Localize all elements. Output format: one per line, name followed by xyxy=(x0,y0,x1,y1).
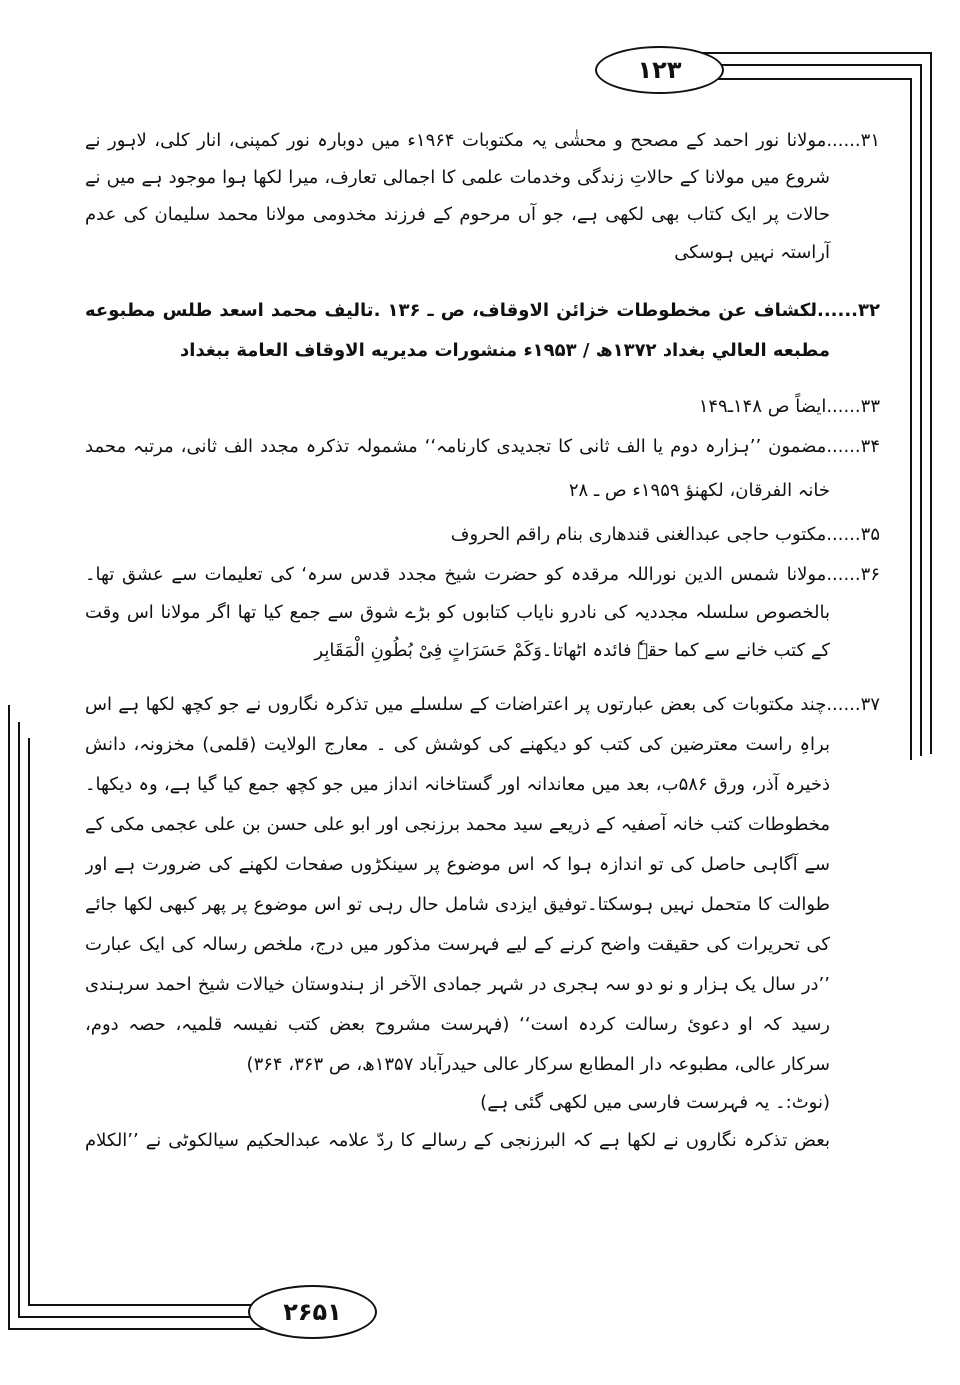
note-37-line-last: بعض تذکرہ نگاروں نے لکھا ہے کہ البرزنجی کے رسالے کا ردّ علامہ عبدالحکیم سیالکوٹی نے ’’الکلام xyxy=(85,1130,830,1151)
note-31-line-3: حالات پر ایک کتاب بھی لکھی ہے، جو آں مرحوم کے فرزند مخدومی مولانا محمد سلیمان کی عدم xyxy=(85,204,830,225)
note-37-line-4: مخطوطات کتب خانہ آصفیہ کے ذریعے سید محمد برزنجی اور ابو علی حسن بن علی عجمی مکی کے xyxy=(85,814,830,835)
note-31-line-2: شروع میں مولانا کے حالاتِ زندگی وخدمات علمی کا اجمالی تعارف، میرا لکھا ہوا موجود ہے میں نے xyxy=(85,167,830,188)
note-36-line-3: کے کتب خانے سے کما حقہٗ فائدہ اٹھاتا۔وَکَمْ حَسَرَاتٍ فِیْ بُطُونِ الْمَقَابِر xyxy=(314,640,830,661)
note-33-line-1: ۳۳......ایضاً ص ۱۴۸ـ۱۴۹ xyxy=(698,396,880,417)
note-35-line-1: ۳۵......مکتوب حاجی عبدالغنی قندھاری بنام راقم الحروف xyxy=(450,524,880,545)
note-37-line-3: ذخیرہ آذر، ورق ۵۸۶ب، بعد میں معاندانہ اور گستاخانہ انداز میں جو کچھ جمع کیا گیا ہے، وہ دیکھا۔ xyxy=(85,774,830,795)
note-37-line-2: براہِ راست معترضین کی کتب کو دیکھنے کی کوشش کی ۔ معارج الولایت (قلمی) مخزونہ، دانش xyxy=(85,734,830,755)
note-32-line-1: ۳۲......لکشاف عن مخطوطات خزائن الاوقاف، ص ـ ۱۳۶ .تالیف محمد اسعد طلس مطبوعه xyxy=(85,300,880,321)
footer-page-number: ۲۶۵۱ xyxy=(248,1285,377,1339)
note-31-line-4: آراستہ نہیں ہوسکی xyxy=(674,242,830,263)
note-36-line-1: ۳۶......مولانا شمس الدین نوراللہ مرقدہ کو حضرت شیخ مجدد قدس سرہ‘ کی تعلیمات سے عشق تھا۔ xyxy=(85,564,880,585)
note-37-line-1: ۳۷......چند مکتوبات کی بعض عبارتوں پر اعتراضات کے سلسلے میں تذکرہ نگاروں نے جو کچھ لکھا ہے اس xyxy=(85,694,880,715)
note-34-line-1: ۳۴......مضمون ’’ہزارہ دوم یا الف ثانی کا تجدیدی کارنامہ‘‘ مشمولہ تذکرہ مجدد الف ثانی، مرتبہ محمد xyxy=(85,436,880,457)
note-37-citation: سرکار عالی، مطبوعہ دار المطابع سرکار عالی حیدرآباد ۱۳۵۷ھ، ص ۳۶۳، ۳۶۴) xyxy=(246,1054,830,1075)
note-31-line-1: ۳۱......مولانا نور احمد کے مصحح و محشٰی یہ مکتوبات ۱۹۶۴ء میں دوبارہ نور کمپنی، انار کلی، لاہور نے xyxy=(85,130,880,151)
note-36-line-2: بالخصوص سلسلہ مجددیہ کی نادرو نایاب کتابوں کو بڑے شوق سے جمع کیا تھا اگر مولانا اس وقت xyxy=(85,602,830,623)
note-37-remark: (نوٹ:۔ یہ فہرست فارسی میں لکھی گئی ہے) xyxy=(480,1092,830,1113)
note-34-line-2: خانہ الفرقان، لکھنؤ ۱۹۵۹ء ص ـ ۲۸ xyxy=(568,480,830,501)
note-32-line-2: مطبعه العالي بغداد ۱۳۷۲ھ / ۱۹۵۳ء منشورات مديريه الاوقاف العامة ببغداد xyxy=(180,340,830,361)
note-37-line-5: سے آگاہی حاصل کی تو اندازہ ہوا کہ اس موضوع پر سینکڑوں صفحات لکھنے کی ضرورت ہے اور xyxy=(85,854,830,875)
note-37-quote-line-1: ’’در سال یک ہزار و نو دو سہ ہجری در شہر جمادی الآخر از ہندوستان خیالات شیخ احمد سرہندی xyxy=(85,974,830,995)
header-page-number: ۱۲۳ xyxy=(595,46,724,94)
note-37-line-6: طوالت کا متحمل نہیں ہوسکتا۔توفیق ایزدی شامل حال رہی تو اس موضوع پر پھر کبھی لکھا جائے xyxy=(85,894,830,915)
note-37-line-7: کی تحریرات کی حقیقت واضح کرنے کے لیے فہرست مذکور میں درج، ملخص رسالہ کی ایک عبارت xyxy=(85,934,830,955)
note-37-quote-line-2: رسید کہ او دعوئ رسالت کردہ است‘‘ (فہرست مشروح بعض کتب نفیسہ قلمیہ، حصہ دوم، xyxy=(85,1014,830,1035)
